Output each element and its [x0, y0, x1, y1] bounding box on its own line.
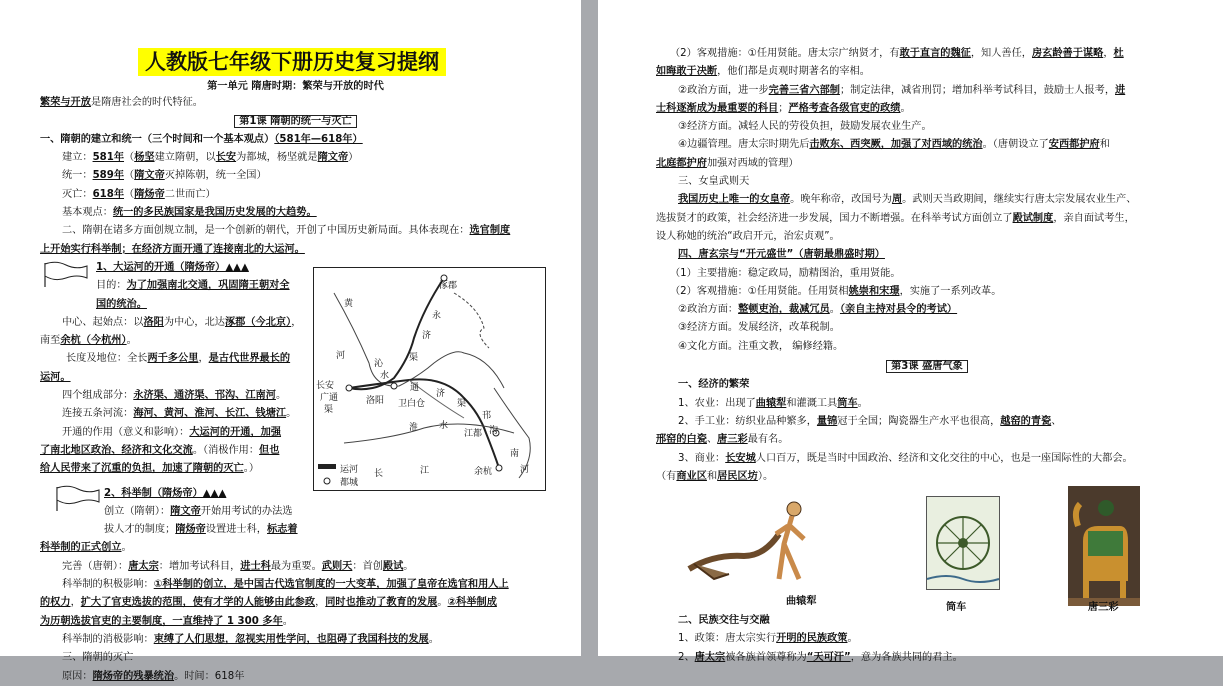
text-line: ③经济方面。减轻人民的劳役负担，鼓励发展农业生产。: [678, 121, 932, 133]
text-line: （1）主要措施：稳定政局，励精图治，重用贤能。: [670, 267, 901, 279]
text-line: 完善（唐朝）：唐太宗：增加考试科目，进士科最为重要。武则天：首创殿试。: [62, 560, 414, 572]
text-line: 邢窑的白瓷、唐三彩最有名。: [656, 434, 789, 446]
text-line: 为历朝选拔官吏的主要制度，一直维持了 1 300 多年。: [40, 615, 293, 627]
caption-sancai: 唐三彩: [1088, 602, 1119, 614]
section-heading: 四、唐玄宗与“开元盛世”（唐朝最鼎盛时期）: [678, 249, 885, 261]
text-line: 2、唐太宗被各族首领尊称为“天可汗”，意为各族共同的君主。: [678, 651, 963, 663]
lesson-3-heading: 第3课 盛唐气象: [656, 358, 1198, 376]
text-line: 开通的作用（意义和影响）：大运河的开通，加强: [62, 426, 282, 438]
map-label: 渠: [324, 405, 334, 415]
caption-plough: 曲辕犁: [786, 596, 817, 608]
text-line: 1、农业：出现了曲辕犁和灌溉工具筒车。: [678, 397, 868, 409]
text-line: 2、手工业：纺织业品种繁多，量锦冠于全国；陶瓷器生产水平也很高，越窑的青瓷、: [678, 415, 1062, 427]
text-line: ④边疆管理。唐太宗时期先后击败东、西突厥，加强了对西域的统治。（唐朝设立了安西都护府和: [678, 139, 1110, 151]
text-line: 2、科举制（隋炀帝）▲▲▲: [40, 485, 551, 503]
map-legend-city: 都城: [340, 478, 359, 488]
text-line: 四个组成部分：永济渠、通济渠、邗沟、江南河。: [62, 390, 287, 402]
text-line: 目的：为了加强南北交通，巩固隋王朝对全: [96, 280, 290, 292]
lesson-1-heading: 第1课 隋朝的统一与灭亡: [40, 113, 551, 131]
map-label: 通: [410, 383, 420, 393]
text-line: 的权力，扩大了官吏选拔的范围，使有才学的人能够由此参政，同时也推动了教育的发展。②科举制成: [40, 597, 497, 609]
text-line: 统一：589年（隋文帝灭掉陈朝，统一全国）: [62, 170, 267, 182]
section-heading: 二、民族交往与交融: [678, 615, 770, 627]
document-page-left: [0, 0, 581, 682]
text-line: 拔人才的制度；隋炀帝设置进士科，标志着: [104, 524, 298, 536]
map-label: 济: [422, 331, 432, 341]
text-line: 1、政策：唐太宗实行开明的民族政策。: [678, 633, 858, 645]
section-heading: 三、女皇武则天: [678, 176, 750, 188]
unit-heading: 第一单元 隋唐时期：繁荣与开放的时代: [207, 81, 384, 92]
section-1-heading: 一、隋朝的建立和统一（三个时间和一个基本观点）（581年—618年）: [40, 133, 363, 145]
text-line: 原因：隋炀帝的残暴统治。时间：618年: [62, 670, 245, 682]
map-label: 水: [439, 421, 449, 431]
section-heading: 一、经济的繁荣: [678, 379, 750, 391]
map-label: 淮: [409, 423, 419, 433]
section-3-heading: 三、隋朝的灭亡: [62, 652, 134, 664]
map-label: 渠: [409, 353, 419, 363]
map-label: 卫白仓: [398, 399, 426, 409]
text-line: （有商业区和居民区坊）。: [656, 470, 774, 482]
text-line: 连接五条河流：海河、黄河、淮河、长江、钱塘江。: [62, 408, 297, 420]
text-line: 灭亡：618年（隋炀帝二世而亡）: [62, 188, 216, 200]
flag-icon: [54, 485, 102, 511]
map-label: 长: [374, 469, 384, 479]
text-line: 创立（隋朝）：隋文帝开始用考试的办法选: [104, 505, 293, 517]
text-line: （2）客观措施：①任用贤能。唐太宗广纳贤才，有敢于直言的魏征，知人善任，房玄龄善于谋略，杜: [670, 48, 1124, 59]
grand-canal-map: [313, 267, 546, 491]
plough-illustration: [684, 494, 824, 584]
map-label: 江都: [464, 429, 483, 439]
text-line: 南至余杭（今杭州）。: [40, 335, 137, 347]
document-title: 人教版七年级下册历史复习提纲: [138, 48, 446, 76]
map-label: 江: [420, 466, 430, 476]
map-label: 广通: [320, 393, 339, 403]
text-line: 给人民带来了沉重的负担，加速了隋朝的灭亡。）: [40, 463, 260, 475]
text-line: （2）客观措施：①任用贤能。任用贤相姚崇和宋璟，实施了一系列改革。: [670, 285, 1002, 297]
map-label: 河: [336, 351, 346, 361]
text-line: 选拔贤才的政策，社会经济进一步发展，国力不断增强。在科举考试方面创立了殿试制度，亲自面试考生，: [656, 212, 1135, 224]
text-line: 如晦敢于决断，他们都是贞观时期著名的宰相。: [656, 66, 870, 78]
caption-waterwheel: 筒车: [946, 602, 967, 614]
map-label: 邗: [482, 411, 492, 421]
map-label: 洛阳: [366, 396, 385, 406]
text-line: 我国历史上唯一的女皇帝。晚年称帝，改国号为周。武则天当政期间，继续实行唐太宗发展农业生产、: [678, 194, 1137, 206]
map-label: 河: [520, 465, 530, 475]
text-line: ③经济方面。发展经济，改革税制。: [678, 322, 840, 334]
text-line: 中心、起始点：以洛阳为中心，北达涿郡（今北京），: [62, 316, 302, 328]
document-page-right: [598, 0, 1223, 663]
map-label: 涿郡: [439, 281, 458, 291]
text-line: 基本观点：统一的多民族国家是我国历史发展的大趋势。: [62, 207, 317, 219]
text-line: 国的统治。: [96, 298, 147, 310]
map-legend-canal: 运河: [340, 465, 359, 475]
text-line: 建立：581年（杨坚建立隋朝，以长安为都城，杨坚就是隋文帝）: [62, 152, 359, 164]
text-line: ②政治方面：整顿吏治，裁减冗员。（亲自主持对县令的考试）: [678, 304, 958, 316]
text-line: 北庭都护府加强对西域的管理）: [656, 157, 799, 169]
text-line: ④文化方面。注重文教， 编修经籍。: [678, 340, 844, 352]
map-label: 南: [510, 449, 520, 459]
text-line: 1、大运河的开通（隋炀帝）▲▲▲: [40, 259, 551, 277]
flag-icon: [42, 261, 90, 287]
unit-theme: 繁荣与开放是隋唐社会的时代特征。: [40, 97, 203, 109]
text-line: 了南北地区政治、经济和文化交流。（消极作用：但也: [40, 444, 280, 456]
text-line: 上开始实行科举制；在经济方面开通了连接南北的大运河。: [40, 243, 305, 255]
text-line: 科举制的正式创立。: [40, 542, 132, 554]
waterwheel-illustration: [926, 496, 1000, 590]
text-line: 科举制的积极影响：①科举制的创立，是中国古代选官制度的一大变革，加强了皇帝在选官和用人上: [62, 579, 509, 591]
sancai-illustration: [1068, 486, 1140, 606]
text-line: 二、隋朝在诸多方面创规立制，是一个创新的朝代，开创了中国历史新局面。具体表现在：选官制度: [62, 225, 511, 237]
map-label: 沟: [489, 426, 499, 436]
map-label: 余杭: [474, 467, 493, 477]
text-line: 设人称她的统治“政启开元，治宏贞观”。: [656, 230, 840, 242]
text-line: 运河。: [40, 371, 71, 383]
text-line: 士科逐渐成为最重要的科目；严格考查各级官吏的政绩。: [656, 102, 911, 114]
map-label: 济: [436, 389, 446, 399]
text-line: 长度及地位：全长两千多公里，是古代世界最长的: [66, 353, 291, 365]
text-line: 3、商业：长安城人口百万，既是当时中国政治、经济和文化交往的中心，也是一座国际性的大都会。: [678, 452, 1133, 464]
map-label: 沁: [374, 359, 384, 369]
map-label: 长安: [316, 381, 335, 391]
map-label: 水: [380, 371, 390, 381]
map-label: 渠: [457, 399, 467, 409]
text-line: 科举制的消极影响：束缚了人们思想，忽视实用性学问，也阻碍了我国科技的发展。: [62, 633, 439, 645]
map-label: 黄: [344, 299, 354, 309]
map-label: 永: [432, 311, 442, 321]
text-line: ②政治方面，进一步完善三省六部制；制定法律，减省刑罚；增加科举考试科目，鼓励士人报考，进: [678, 84, 1126, 96]
